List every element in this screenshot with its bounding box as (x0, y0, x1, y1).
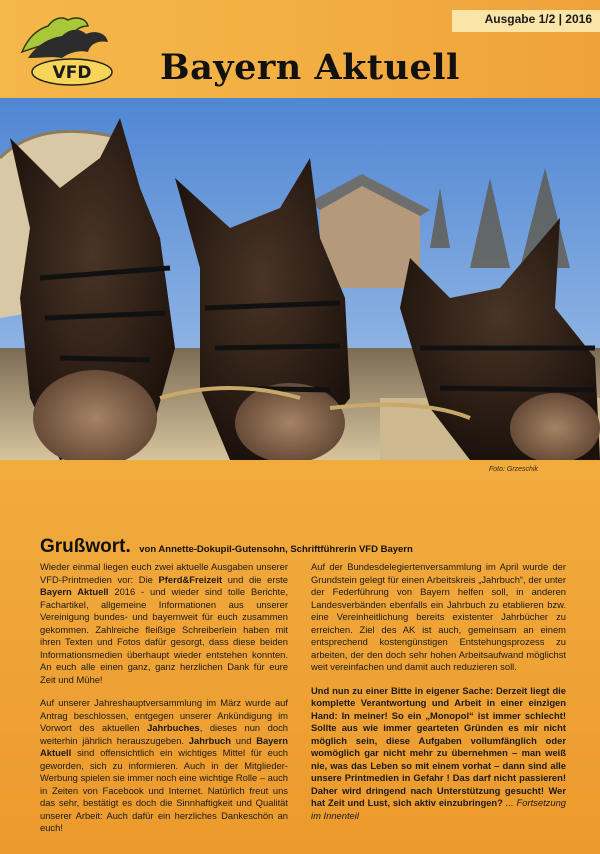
paragraph: Wieder einmal liegen euch zwei aktuelle Ausgaben unserer VFD-Printmedien vor: Die Pferd&Freizeit und die erste Bayern Aktuell 2016 - und wieder sind tolle Berichte, Fachartikel, allgemeine Informationen aus unserer Vereinigung bundes- und bayernweit für euch zusammen gekommen. Zahlreiche fleißige Schreiberlein haben mit ihren Texten und Fotos dafür gesorgt, dass diese beiden Informationsmedien überhaupt wieder entstehen konnten. An euch alle einen ganz, ganz herzlichen Dank für eure Zeit und Mühe! (40, 561, 288, 685)
article-title: Grußwort. (40, 536, 131, 557)
page-title: Bayern Aktuell (160, 47, 460, 88)
cover-photo-mules (0, 98, 600, 460)
paragraph: Auf der Bundesdelegiertenversammlung im April wurde der Grundstein gelegt für einen Arbeitskreis „Jahrbuch“, der unter der Federführung von Bayern helfen soll, in anderen Landesverbänden ebenfalls ein Jahrbuch zu etablieren bzw. eine Vereinheitlichung bereits existenter Jahrbücher zu erreichen. Ziel des AK ist auch, gemeinsam an einem entsprechend kostengünstigen Entstehungsprozess zu arbeiten, der den doch sehr hohen Arbeitsaufwand möglichst weit vereinfachen und damit auch reduzieren soll. (311, 561, 566, 672)
article-heading (40, 536, 413, 558)
continued-note: ... Fortsetzung im Innenteil (311, 797, 567, 821)
vfd-logo (14, 8, 134, 86)
issue-label: Ausgabe 1/2 | 2016 (484, 12, 592, 26)
article-column-right (311, 561, 566, 833)
article-column-left (40, 561, 288, 846)
paragraph: Auf unserer Jahreshauptversammlung im März wurde auf Antrag beschlossen, entgegen unserer Ankündigung im Vorwort des aktuellen Jahrbuches, dieses nun doch weiterhin jährlich herauszugeben. Jahrbuch und Bayern Aktuell sind offensichtlich ein wichtiges Mittel für euch geworden, sich zu informieren. Auch in der Mitglieder-Werbung spielen sie immer noch eine wichtige Rolle – auch in Zeiten von Facebook und Internet. Natürlich freut uns das sehr, bestätigt es doch die Sinnhaftigkeit und Qualität unserer Arbeit: Auch dafür ein herzliches Dankeschön an euch! (40, 697, 288, 833)
svg-text:VFD: VFD (52, 63, 92, 83)
photo-credit: Foto: Grzeschik (488, 466, 538, 473)
paragraph-appeal: Und nun zu einer Bitte in eigener Sache: Derzeit liegt die komplette Verantwortung und Arbeit in einer einzigen Hand: In meiner! So ein „Monopol“ ist immer schlecht! Sollte aus wie immer gearteten Gründen es mir nicht möglich sein, diese Aufgaben vollumfänglich oder womöglich gar nicht mehr zu übernehmen – man weiß nie, was das Leben so mit einem vorhat – dann sind alle unsere Printmedien in Gefahr ! Das darf nicht passieren! Daher wird dringend nach Unterstützung gesucht! Wer hat Zeit und Lust, sich aktiv einzubringen? ... Fortsetzung im Innenteil (311, 684, 567, 821)
header-band (0, 0, 600, 98)
article-byline: von Annette-Dokupil-Gutensohn, Schriftführerin VFD Bayern (139, 544, 413, 555)
